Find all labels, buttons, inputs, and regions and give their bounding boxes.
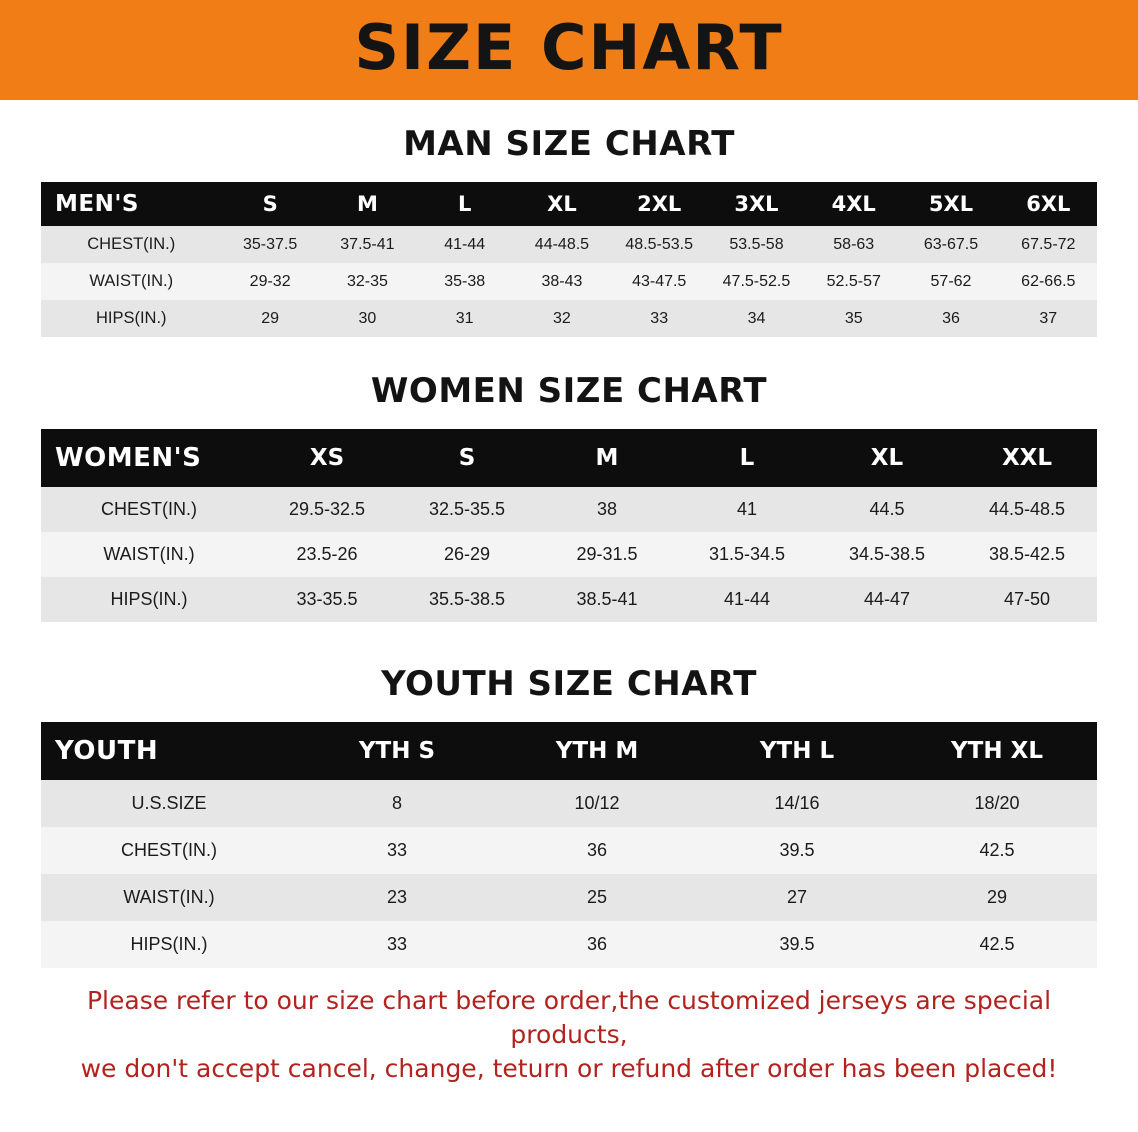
women-header-xxl: XXL bbox=[957, 429, 1097, 487]
women-row-label-hips: HIPS(IN.) bbox=[41, 577, 257, 622]
men-waist-m: 32-35 bbox=[319, 263, 416, 300]
youth-row-label-ussize: U.S.SIZE bbox=[41, 780, 297, 827]
youth-hips-xl: 42.5 bbox=[897, 921, 1097, 968]
men-hips-3xl: 34 bbox=[708, 300, 805, 337]
men-row-label-chest: CHEST(IN.) bbox=[41, 226, 222, 263]
page-title: SIZE CHART bbox=[354, 11, 784, 84]
youth-chest-s: 33 bbox=[297, 827, 497, 874]
men-waist-3xl: 47.5-52.5 bbox=[708, 263, 805, 300]
youth-hips-l: 39.5 bbox=[697, 921, 897, 968]
men-hips-4xl: 35 bbox=[805, 300, 902, 337]
men-chest-m: 37.5-41 bbox=[319, 226, 416, 263]
youth-ussize-m: 10/12 bbox=[497, 780, 697, 827]
policy-note-line-1: Please refer to our size chart before order,the customized jerseys are special products, bbox=[86, 986, 1052, 1049]
table-row bbox=[41, 780, 1097, 827]
youth-ussize-xl: 18/20 bbox=[897, 780, 1097, 827]
women-chest-xxl: 44.5-48.5 bbox=[957, 487, 1097, 532]
table-row bbox=[41, 226, 1097, 263]
youth-header-xl: YTH XL bbox=[897, 722, 1097, 780]
table-row bbox=[41, 532, 1097, 577]
men-hips-m: 30 bbox=[319, 300, 416, 337]
men-header-6xl: 6XL bbox=[1000, 182, 1097, 226]
table-row bbox=[41, 300, 1097, 337]
men-hips-l: 31 bbox=[416, 300, 513, 337]
women-size-table bbox=[41, 429, 1097, 622]
men-row-label-waist: WAIST(IN.) bbox=[41, 263, 222, 300]
youth-chest-m: 36 bbox=[497, 827, 697, 874]
youth-header-label: YOUTH bbox=[41, 722, 297, 780]
women-chest-m: 38 bbox=[537, 487, 677, 532]
youth-ussize-l: 14/16 bbox=[697, 780, 897, 827]
men-waist-6xl: 62-66.5 bbox=[1000, 263, 1097, 300]
men-hips-2xl: 33 bbox=[611, 300, 708, 337]
men-chest-3xl: 53.5-58 bbox=[708, 226, 805, 263]
women-header-m: M bbox=[537, 429, 677, 487]
women-hips-m: 38.5-41 bbox=[537, 577, 677, 622]
table-header-row bbox=[41, 722, 1097, 780]
youth-header-l: YTH L bbox=[697, 722, 897, 780]
women-waist-xl: 34.5-38.5 bbox=[817, 532, 957, 577]
women-section-title: WOMEN SIZE CHART bbox=[370, 371, 768, 411]
men-waist-2xl: 43-47.5 bbox=[611, 263, 708, 300]
men-chest-5xl: 63-67.5 bbox=[902, 226, 999, 263]
youth-section-title: YOUTH SIZE CHART bbox=[381, 664, 757, 704]
table-row bbox=[41, 921, 1097, 968]
youth-row-label-waist: WAIST(IN.) bbox=[41, 874, 297, 921]
women-hips-xxl: 47-50 bbox=[957, 577, 1097, 622]
youth-header-m: YTH M bbox=[497, 722, 697, 780]
youth-chest-xl: 42.5 bbox=[897, 827, 1097, 874]
man-size-table bbox=[41, 182, 1097, 337]
women-header-l: L bbox=[677, 429, 817, 487]
youth-size-table bbox=[41, 722, 1097, 968]
table-row bbox=[41, 487, 1097, 532]
men-chest-2xl: 48.5-53.5 bbox=[611, 226, 708, 263]
men-hips-xl: 32 bbox=[513, 300, 610, 337]
youth-hips-m: 36 bbox=[497, 921, 697, 968]
youth-hips-s: 33 bbox=[297, 921, 497, 968]
women-chest-xs: 29.5-32.5 bbox=[257, 487, 397, 532]
page-banner bbox=[0, 0, 1138, 100]
women-chest-s: 32.5-35.5 bbox=[397, 487, 537, 532]
youth-waist-l: 27 bbox=[697, 874, 897, 921]
women-waist-xxl: 38.5-42.5 bbox=[957, 532, 1097, 577]
women-row-label-waist: WAIST(IN.) bbox=[41, 532, 257, 577]
men-chest-s: 35-37.5 bbox=[222, 226, 319, 263]
youth-header-s: YTH S bbox=[297, 722, 497, 780]
youth-row-label-hips: HIPS(IN.) bbox=[41, 921, 297, 968]
women-hips-xs: 33-35.5 bbox=[257, 577, 397, 622]
table-row bbox=[41, 263, 1097, 300]
youth-waist-m: 25 bbox=[497, 874, 697, 921]
men-chest-xl: 44-48.5 bbox=[513, 226, 610, 263]
women-waist-l: 31.5-34.5 bbox=[677, 532, 817, 577]
men-waist-4xl: 52.5-57 bbox=[805, 263, 902, 300]
youth-ussize-s: 8 bbox=[297, 780, 497, 827]
table-row bbox=[41, 874, 1097, 921]
men-header-5xl: 5XL bbox=[902, 182, 999, 226]
women-hips-s: 35.5-38.5 bbox=[397, 577, 537, 622]
table-row bbox=[41, 577, 1097, 622]
women-chest-xl: 44.5 bbox=[817, 487, 957, 532]
table-header-row bbox=[41, 429, 1097, 487]
men-chest-4xl: 58-63 bbox=[805, 226, 902, 263]
men-header-3xl: 3XL bbox=[708, 182, 805, 226]
women-waist-xs: 23.5-26 bbox=[257, 532, 397, 577]
men-header-m: M bbox=[319, 182, 416, 226]
men-header-4xl: 4XL bbox=[805, 182, 902, 226]
men-waist-xl: 38-43 bbox=[513, 263, 610, 300]
women-hips-xl: 44-47 bbox=[817, 577, 957, 622]
women-header-xs: XS bbox=[257, 429, 397, 487]
youth-waist-s: 23 bbox=[297, 874, 497, 921]
men-row-label-hips: HIPS(IN.) bbox=[41, 300, 222, 337]
women-header-xl: XL bbox=[817, 429, 957, 487]
table-header-row bbox=[41, 182, 1097, 226]
women-chest-l: 41 bbox=[677, 487, 817, 532]
men-chest-6xl: 67.5-72 bbox=[1000, 226, 1097, 263]
men-header-2xl: 2XL bbox=[611, 182, 708, 226]
men-header-label: MEN'S bbox=[41, 182, 222, 226]
youth-row-label-chest: CHEST(IN.) bbox=[41, 827, 297, 874]
men-waist-s: 29-32 bbox=[222, 263, 319, 300]
men-header-l: L bbox=[416, 182, 513, 226]
men-header-s: S bbox=[222, 182, 319, 226]
women-waist-m: 29-31.5 bbox=[537, 532, 677, 577]
men-chest-l: 41-44 bbox=[416, 226, 513, 263]
men-waist-5xl: 57-62 bbox=[902, 263, 999, 300]
women-header-s: S bbox=[397, 429, 537, 487]
women-waist-s: 26-29 bbox=[397, 532, 537, 577]
youth-waist-xl: 29 bbox=[897, 874, 1097, 921]
policy-note bbox=[40, 984, 1098, 1085]
table-row bbox=[41, 827, 1097, 874]
men-hips-6xl: 37 bbox=[1000, 300, 1097, 337]
men-hips-5xl: 36 bbox=[902, 300, 999, 337]
man-section-title: MAN SIZE CHART bbox=[403, 124, 735, 164]
youth-chest-l: 39.5 bbox=[697, 827, 897, 874]
women-row-label-chest: CHEST(IN.) bbox=[41, 487, 257, 532]
women-hips-l: 41-44 bbox=[677, 577, 817, 622]
policy-note-line-2: we don't accept cancel, change, teturn or refund after order has been placed! bbox=[80, 1053, 1058, 1083]
men-header-xl: XL bbox=[513, 182, 610, 226]
men-hips-s: 29 bbox=[222, 300, 319, 337]
men-waist-l: 35-38 bbox=[416, 263, 513, 300]
women-header-label: WOMEN'S bbox=[41, 429, 257, 487]
